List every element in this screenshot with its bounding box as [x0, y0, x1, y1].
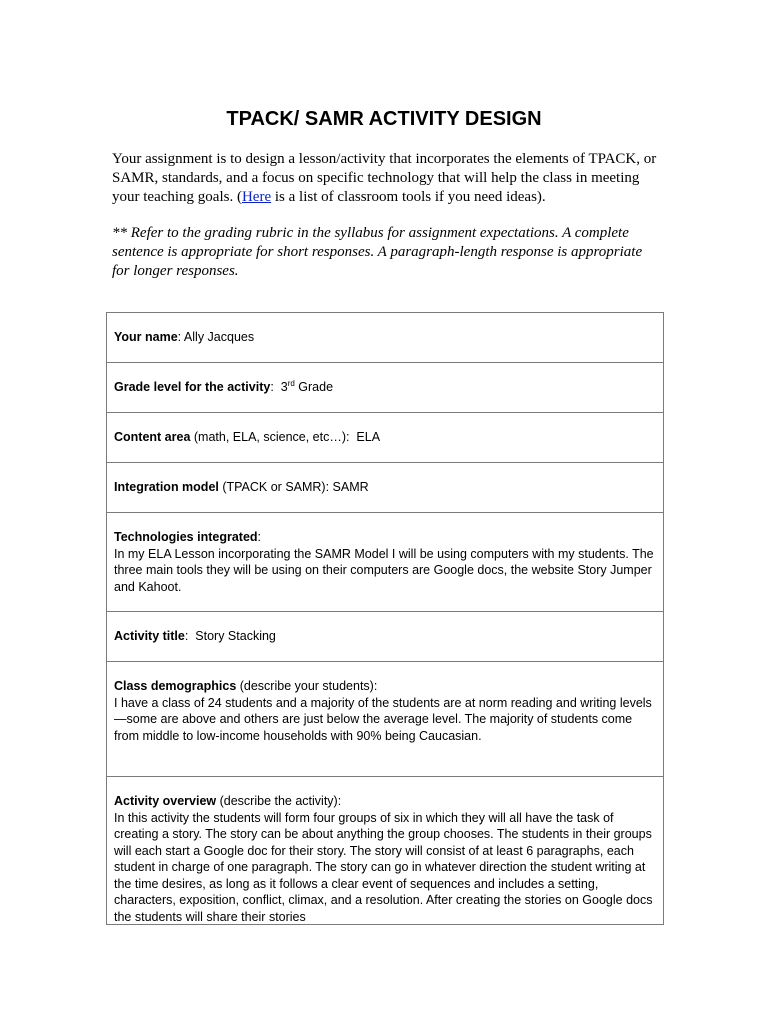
name-row [107, 313, 663, 363]
technologies-row [107, 513, 663, 612]
demographics-label: Class demographics [114, 679, 237, 693]
activity-title-value: : Story Stacking [184, 629, 276, 644]
name-label: Your name [114, 330, 178, 345]
overview-hint: (describe the activity): [216, 794, 342, 808]
overview-row [107, 777, 663, 925]
intro-text-start: Your assignment is to design a lesson/activity that incorporates the elements of TPACK, or SAMR, standards, and a focus on specific technology that will help the class in meeting your teaching goals. ( [112, 151, 657, 205]
document-title: TPACK/ SAMR ACTIVITY DESIGN [226, 108, 542, 130]
technologies-label: Technologies integrated [114, 530, 258, 544]
integration-model-label: Integration model [114, 480, 219, 495]
content-area-label: Content area [114, 430, 191, 445]
intro-paragraph [112, 150, 662, 207]
here-link[interactable]: Here [241, 189, 272, 205]
overview-body: In this activity the students will form four groups of six in which they will all have the task of creating a story. The story can be about anything the group chooses. The students in their groups will each start a Google doc for their story. The story will consist of at least 6 paragraphs, each student in charge of one paragraph. The story can go in whatever direction the student writing at the time desires, as long as it follows a clear event of sequences and includes a setting, characters, exposition, conflict, climax, and a resolution. After creating the stories on Google docs the students will share their stories [114, 810, 653, 924]
grade-ordinal: rd [287, 379, 295, 389]
grade-number: 3 [280, 380, 288, 395]
technologies-body: In my ELA Lesson incorporating the SAMR Model I will be using computers with my students. The three main tools they will be using on their computers are Google docs, the website Story Jumper and Kahoot. [114, 546, 654, 594]
activity-title-label: Activity title [114, 629, 185, 644]
demographics-row [107, 662, 663, 777]
intro-text-end: is a list of classroom tools if you need ideas). [271, 189, 546, 205]
demographics-body: I have a class of 24 students and a majority of the students are at norm reading and writing levels—some are above and others are just below the average level. The majority of students come from middle to low-income households with 90% being Caucasian. [114, 695, 652, 743]
activity-form-table [106, 312, 664, 925]
rubric-note: ** Refer to the grading rubric in the syllabus for assignment expectations. A complete sentence is appropriate for short responses. A paragraph-length response is appropriate for longer responses. [112, 225, 643, 279]
name-value: : Ally Jacques [177, 330, 255, 345]
integration-model-row [107, 463, 663, 513]
integration-model-value: (TPACK or SAMR): SAMR [218, 480, 369, 495]
content-area-value: (math, ELA, science, etc…): ELA [190, 430, 381, 445]
overview-label: Activity overview [114, 794, 217, 808]
grade-text: Grade [294, 380, 334, 395]
content-area-row [107, 413, 663, 463]
activity-title-row [107, 612, 663, 662]
grade-label: Grade level for the activity [114, 380, 271, 395]
demographics-hint: (describe your students): [236, 679, 378, 693]
grade-separator: : [270, 380, 281, 395]
technologies-colon: : [257, 530, 262, 544]
grade-row [107, 363, 663, 413]
